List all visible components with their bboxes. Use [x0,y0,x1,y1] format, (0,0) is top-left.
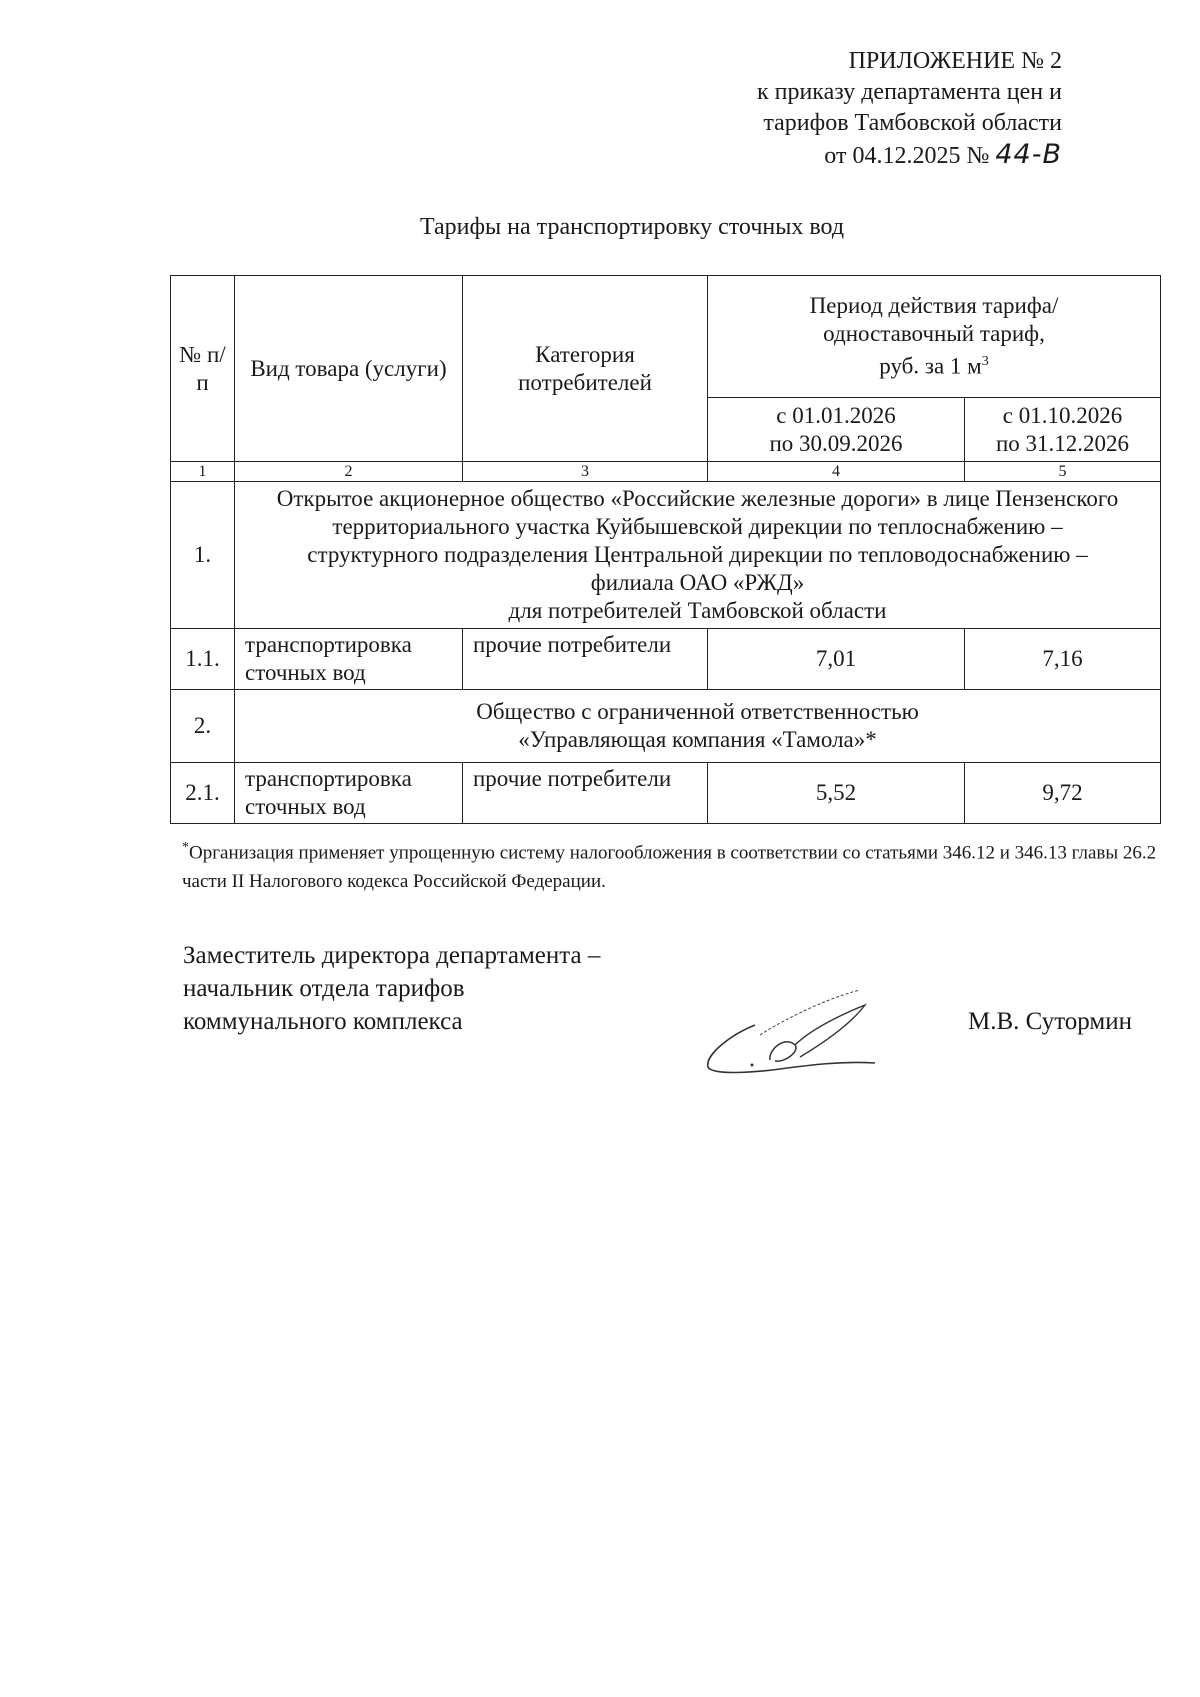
row-service: транспортировка сточных вод [235,629,463,690]
signature-image [700,985,880,1075]
appendix-department-line: тарифов Тамбовской области [763,110,1062,136]
column-number: 3 [463,462,708,482]
row-number: 2.1. [171,763,235,824]
signer-name: М.В. Сутормин [968,1008,1133,1035]
organization-name: Общество с ограниченной ответственностью [476,699,919,724]
organization-name: Открытое акционерное общество «Российские железные дороги» в лице Пензенского территориального участка Куйбышевской дирекции по теплоснабжению – структурного подразделения Центральной дирекции по тепловодоснабжению – филиала ОАО «РЖД» [276,486,1119,595]
row-tariff-period-1: 7,01 [708,629,965,690]
header-row [171,276,1161,398]
header-period-unit-text: руб. за 1 м [879,353,982,379]
signer-position [183,939,743,1038]
period-1-from: с 01.01.2026 [776,402,896,428]
row-category: прочие потребители [463,763,708,824]
header-period-text: Период действия тарифа/одноставочный тариф, [809,293,1059,347]
footnote [182,833,1162,896]
row-tariff-period-1: 5,52 [708,763,965,824]
organization-suffix: для потребителей Тамбовской области [508,598,887,623]
header-category: Категория потребителей [463,276,708,462]
row-tariff-period-2: 9,72 [965,763,1161,824]
column-number: 2 [235,462,463,482]
header-period-2 [965,398,1161,462]
signer-position-line: коммунального комплекса [183,1008,463,1035]
column-number: 4 [708,462,965,482]
document-title: Тарифы на транспортировку сточных вод [419,214,845,240]
period-1-to: по 30.09.2026 [769,430,903,456]
appendix-title: ПРИЛОЖЕНИЕ № 2 [848,48,1062,74]
column-number: 1 [171,462,235,482]
section-number: 2. [171,690,235,763]
table-row [171,629,1161,690]
header-period-1 [708,398,965,462]
period-2-from: с 01.10.2026 [1002,402,1123,428]
section-organization [235,690,1161,763]
section-row [171,690,1161,763]
footnote-text: Организация применяет упрощенную систему налогообложения в соответствии со статьями 346.12 и 346.13 главы 26.2 части II Налогового кодекса Российской Федерации. [182,842,1157,893]
table-row [171,763,1161,824]
column-number: 5 [965,462,1161,482]
signer-position-line: Заместитель директора департамента – [183,942,601,969]
section-organization [235,482,1161,629]
handwritten-order-number: 44-В [995,139,1062,170]
row-category: прочие потребители [463,629,708,690]
footnote-marker: * [182,840,189,855]
tariff-table [170,275,1161,824]
row-tariff-period-2: 7,16 [965,629,1161,690]
signer-position-line: начальник отдела тарифов [183,975,465,1002]
organization-suffix: «Управляющая компания «Тамола»* [518,727,877,752]
section-row [171,482,1161,629]
header-service: Вид товара (услуги) [235,276,463,462]
row-service: транспортировка сточных вод [235,763,463,824]
header-period-unit [714,348,1154,381]
appendix-date-line [642,139,1062,172]
section-number: 1. [171,482,235,629]
row-number: 1.1. [171,629,235,690]
header-period [708,276,1161,398]
appendix-order-line: к приказу департамента цен и [756,79,1062,105]
column-number-row [171,462,1161,482]
appendix-header [642,46,1062,172]
appendix-date: от 04.12.2025 № [824,143,990,169]
period-2-to: по 31.12.2026 [995,430,1130,456]
header-period-unit-sup: 3 [981,354,989,370]
header-number: № п/п [171,276,235,462]
